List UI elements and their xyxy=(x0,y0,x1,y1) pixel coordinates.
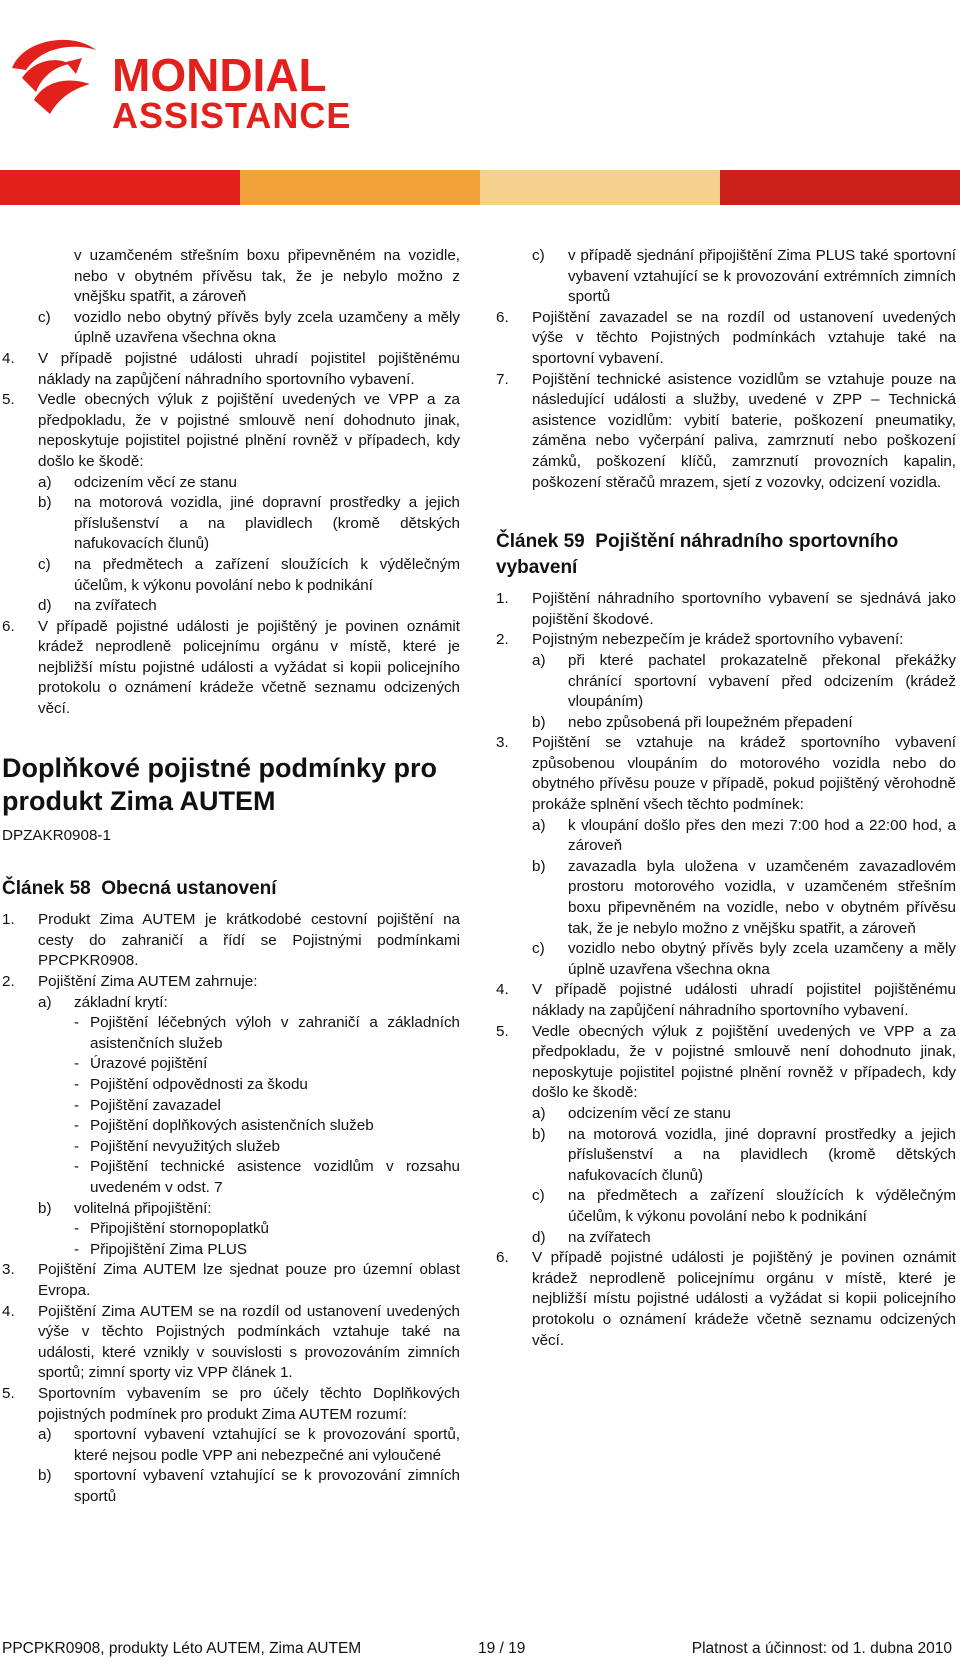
list-item xyxy=(496,980,956,1021)
list-item-text: Připojištění Zima PLUS xyxy=(90,1240,247,1258)
list-item-label: - xyxy=(74,1158,80,1176)
list-item-text: Pojištění se vztahuje na krádež sportovního vybavení způsobenou vloupáním do motorového vozidla nebo do obytného přívěsu pouze v případě, pokud pojištěný věrohodně prokáže splnění všech těchto podmínek: xyxy=(532,734,956,814)
left-column xyxy=(2,246,460,1507)
stripe-orange xyxy=(240,170,480,205)
left-top-list xyxy=(2,246,460,720)
list-item xyxy=(496,713,956,734)
list-item-label: - xyxy=(74,1117,80,1135)
list-item-label: - xyxy=(74,1240,80,1258)
list-item-text: Pojištění technické asistence vozidlům se vztahuje pouze na následující události a služby, uvedené v ZPP – Technická asistence vozidlům: vybití baterie, poškození pneumatiky, záměna nebo vyčerpání paliva, zamrznutí nebo poškození zámků, poškození klíčů, zamrznutí provozních kapalin, poškození stěračů mrazem, sjetí z vozovky, odcizení vozidla. xyxy=(532,370,956,491)
footer-page-number: 19 / 19 xyxy=(478,1640,526,1657)
list-item-label: 7. xyxy=(496,370,509,388)
list-item-label: 5. xyxy=(496,1022,509,1040)
list-item xyxy=(2,1137,460,1158)
list-item-label: 3. xyxy=(496,734,509,752)
list-item xyxy=(2,1466,460,1507)
list-item xyxy=(496,1228,956,1249)
list-item-label: - xyxy=(74,1014,80,1032)
list-item-text: Pojištění Zima AUTEM zahrnuje: xyxy=(38,973,258,991)
list-item-label: - xyxy=(74,1137,80,1155)
list-item xyxy=(496,1125,956,1187)
list-item-text: při které pachatel prokazatelně překonal překážky chránící sportovní vybavení před odcizením (krádež vloupáním) xyxy=(568,651,956,711)
list-item xyxy=(2,1425,460,1466)
list-item-text: Pojištění náhradního sportovního vybavení se sjednává jako pojištění škodové. xyxy=(532,590,956,628)
list-item-text: Vedle obecných výluk z pojištění uvedených ve VPP a za předpokladu, že v pojistné smlouvě není dohodnuto jinak, neposkytuje pojistitel pojistné plnění rovněž v případech, kdy došlo ke škodě: xyxy=(532,1022,956,1102)
list-item-label: 6. xyxy=(2,617,15,635)
list-item-label: - xyxy=(74,1220,80,1238)
footer-validity: Platnost a účinnost: od 1. dubna 2010 xyxy=(691,1640,952,1657)
right-column xyxy=(496,246,956,1351)
page-header xyxy=(0,0,960,205)
list-item-text: nebo způsobená při loupežném přepadení xyxy=(568,713,853,731)
list-item-text: volitelná připojištění: xyxy=(74,1199,212,1217)
list-item xyxy=(2,1116,460,1137)
list-item-text: Sportovním vybavením se pro účely těchto Doplňkových pojistných podmínek pro produkt Zima AUTEM rozumí: xyxy=(38,1384,460,1423)
list-item-label: d) xyxy=(38,597,52,615)
list-item-label: c) xyxy=(532,247,545,264)
list-item-label: - xyxy=(74,1076,80,1093)
article-59-list xyxy=(496,589,956,1351)
list-item-label: 6. xyxy=(496,1249,509,1267)
list-item-text: na motorová vozidla, jiné dopravní prostředky a jejich příslušenství a na plavidlech (kromě dětských nafukovacích člunů) xyxy=(74,494,460,553)
list-item xyxy=(2,1096,460,1117)
list-item-label: d) xyxy=(532,1228,546,1246)
list-item-text: V případě pojistné události uhradí pojistitel pojištěnému náklady na zapůjčení náhradního sportovního vybavení. xyxy=(38,349,460,388)
brand-color-stripes xyxy=(0,170,960,205)
list-item xyxy=(496,939,956,980)
article-58-list xyxy=(2,910,460,1507)
list-item-text: V případě pojistné události je pojištěný je povinen oznámit krádež neprodleně policejnímu orgánu v místě, které je nejbližší místu pojistné události a vyžádat si kopii policejního protokolu o oznámení krádeže včetně seznamu odcizených věcí. xyxy=(532,1249,956,1349)
list-item xyxy=(496,589,956,630)
list-item-text: Pojištění léčebných výloh v zahraničí a základních asistenčních služeb xyxy=(90,1014,460,1052)
list-item-text: vozidlo nebo obytný přívěs byly zcela uzamčeny a měly úplně uzavřena všechna okna xyxy=(568,940,956,978)
stripe-red xyxy=(0,170,240,205)
list-item xyxy=(2,1219,460,1240)
list-item-label: 6. xyxy=(496,308,509,326)
list-item-label: 5. xyxy=(2,1384,15,1402)
list-item xyxy=(2,1260,460,1301)
list-item-text: Vedle obecných výluk z pojištění uvedených ve VPP a za předpokladu, že v pojistné smlouvě není dohodnuto jinak, neposkytuje pojistitel pojistné plnění rovněž v případech, kdy došlo ke škodě: xyxy=(38,391,460,470)
list-item-label: 2. xyxy=(2,973,15,991)
list-item-label: c) xyxy=(532,940,545,958)
list-item xyxy=(496,370,956,494)
list-item-text: Pojištění nevyužitých služeb xyxy=(90,1137,280,1155)
list-item-text: Pojistným nebezpečím je krádež sportovního vybavení: xyxy=(532,631,904,649)
list-item-text: V případě pojistné události je pojištěný je povinen oznámit krádež neprodleně policejnímu orgánu v místě, které je nejbližší místu pojistné události a vyžádat si kopii policejního protokolu o oznámení krádeže včetně seznamu odcizených věcí. xyxy=(38,617,460,718)
brand-name-line1: MONDIAL xyxy=(112,49,327,101)
continuation-paragraph: v uzamčeném střešním boxu připevněném na vozidle, nebo v obytném přívěsu tak, že je nebylo možno z vnějšku spatřit, a zároveň xyxy=(74,247,460,306)
list-item-text: Pojištění technické asistence vozidlům v rozsahu uvedeném v odst. 7 xyxy=(90,1158,460,1196)
list-item xyxy=(2,617,460,720)
list-item-text: V případě pojistné události uhradí pojistitel pojištěnému náklady na zapůjčení náhradního sportovního vybavení. xyxy=(532,981,956,1019)
list-item-text: Pojištění Zima AUTEM lze sjednat pouze pro územní oblast Evropa. xyxy=(38,1261,460,1299)
list-item-label: b) xyxy=(38,1467,52,1485)
list-item xyxy=(2,596,460,617)
list-item-label: - xyxy=(74,1096,80,1114)
list-item xyxy=(496,1104,956,1125)
list-item-text: Produkt Zima AUTEM je krátkodobé cestovní pojištění na cesty do zahraničí a řídí se Pojistnými podmínkami PPCPKR0908. xyxy=(38,911,460,970)
brand-emblem-icon xyxy=(4,30,104,130)
list-item xyxy=(496,816,956,857)
right-top-list xyxy=(496,246,956,493)
list-item-text: k vloupání došlo přes den mezi 7:00 hod a 22:00 hod, a zároveň xyxy=(568,816,956,855)
list-item-text: vozidlo nebo obytný přívěs byly zcela uzamčeny a měly úplně uzavřena všechna okna xyxy=(74,308,460,347)
list-item-label: b) xyxy=(38,494,52,512)
list-item-label: 5. xyxy=(2,391,15,409)
document-code: DPZAKR0908-1 xyxy=(2,826,111,844)
list-item xyxy=(496,246,956,308)
article-58-heading: Článek 58 Obecná ustanovení xyxy=(2,878,277,900)
list-item-label: b) xyxy=(532,1125,546,1143)
list-item-text: Pojištění Zima AUTEM se na rozdíl od ustanovení uvedených výše v těchto Pojistných podmínkách vztahuje také na události, které vznikly v souvislosti s provozováním zimních sportů; zimní sporty viz VPP článek 1. xyxy=(38,1302,460,1382)
list-item xyxy=(496,630,956,651)
list-item-label: a) xyxy=(38,993,52,1011)
list-item-label: 1. xyxy=(496,590,509,608)
list-item-text: Pojištění zavazadel se na rozdíl od ustanovení uvedených výše v těchto Pojistných podmínkách vztahuje také na sportovní vybavení. xyxy=(532,308,956,367)
list-item xyxy=(2,972,460,993)
list-item xyxy=(496,308,956,370)
list-item xyxy=(496,651,956,713)
list-item-label: b) xyxy=(532,857,546,875)
list-item xyxy=(2,1157,460,1198)
list-item-label: 3. xyxy=(2,1261,15,1279)
list-item-text: sportovní vybavení vztahující se k provozování sportů, které nejsou podle VPP ani nebezpečné ani vyloučené xyxy=(74,1426,460,1464)
mondial-assistance-logo xyxy=(4,30,364,136)
section-heading: Doplňkové pojistné podmínky pro produkt Zima AUTEM xyxy=(2,752,438,816)
list-item-label: c) xyxy=(532,1187,545,1205)
list-item-label: a) xyxy=(532,816,546,834)
list-item-label: 4. xyxy=(2,349,15,367)
list-item-label: 4. xyxy=(2,1302,15,1320)
list-item xyxy=(2,390,460,472)
list-item xyxy=(2,308,460,349)
list-item-text: Připojištění stornopoplatků xyxy=(90,1220,269,1238)
list-item-label: b) xyxy=(532,713,546,731)
stripe-dark-red xyxy=(720,170,960,205)
list-item-text: na zvířatech xyxy=(568,1228,651,1246)
list-item xyxy=(496,1248,956,1351)
list-item xyxy=(2,493,460,555)
list-item-label: 2. xyxy=(496,631,509,649)
list-item xyxy=(2,473,460,494)
list-item-label: c) xyxy=(38,308,51,326)
list-item-label: 4. xyxy=(496,981,509,999)
list-item-label: a) xyxy=(532,651,546,669)
stripe-light-orange xyxy=(480,170,720,205)
list-item-label: a) xyxy=(532,1104,546,1122)
list-item xyxy=(2,993,460,1014)
list-item-text: základní krytí: xyxy=(74,993,168,1011)
list-item-label: a) xyxy=(38,1426,52,1444)
list-item xyxy=(496,857,956,939)
list-item xyxy=(2,1384,460,1425)
list-item-text: Pojištění doplňkových asistenčních služeb xyxy=(90,1117,374,1135)
list-item-text: odcizením věcí ze stanu xyxy=(74,473,237,491)
brand-name-line2: ASSISTANCE xyxy=(112,95,352,136)
list-item-label: - xyxy=(74,1055,80,1073)
list-item-text: na předmětech a zařízení sloužících k výdělečným účelům, k výkonu povolání nebo k podnikání xyxy=(568,1187,956,1225)
list-item xyxy=(2,555,460,596)
list-item xyxy=(2,1013,460,1054)
list-item-text: na předmětech a zařízení sloužících k výdělečným účelům, k výkonu povolání nebo k podnikání xyxy=(74,555,460,594)
list-item xyxy=(2,1302,460,1384)
list-item-text: sportovní vybavení vztahující se k provozování zimních sportů xyxy=(74,1467,460,1505)
list-item-text: Úrazové pojištění xyxy=(90,1055,208,1073)
list-item xyxy=(2,910,460,972)
list-item-text: v případě sjednání připojištění Zima PLUS také sportovní vybavení vztahující se k provozování extrémních zimních sportů xyxy=(568,247,956,306)
article-59-heading: Článek 59 Pojištění náhradního sportovního vybavení xyxy=(496,531,904,579)
list-item-text: na zvířatech xyxy=(74,597,157,615)
list-item xyxy=(496,1022,956,1104)
list-item-text: Pojištění odpovědnosti za škodu xyxy=(90,1076,308,1093)
list-item-text: na motorová vozidla, jiné dopravní prostředky a jejich příslušenství a na plavidlech (kromě dětských nafukovacích člunů) xyxy=(568,1125,956,1184)
list-item-label: b) xyxy=(38,1199,52,1217)
list-item xyxy=(2,1199,460,1220)
list-item xyxy=(496,733,956,815)
list-item xyxy=(496,1186,956,1227)
list-item-label: c) xyxy=(38,555,51,573)
footer-document-ref: PPCPKR0908, produkty Léto AUTEM, Zima AUTEM xyxy=(2,1640,362,1657)
list-item-label: 1. xyxy=(2,911,15,929)
list-item-text: zavazadla byla uložena v uzamčeném zavazadlovém prostoru motorového vozidla, v uzamčeném střešním boxu připevněném na vozidle, nebo v obytném přívěsu tak, že je nebylo možno z vnějšku spatřit, a zároveň xyxy=(568,857,956,937)
list-item-text: odcizením věcí ze stanu xyxy=(568,1104,731,1122)
list-item xyxy=(2,1075,460,1096)
list-item xyxy=(2,1240,460,1261)
list-item-text: Pojištění zavazadel xyxy=(90,1096,221,1114)
list-item-label: a) xyxy=(38,473,52,491)
list-item xyxy=(2,1054,460,1075)
list-item xyxy=(2,349,460,390)
